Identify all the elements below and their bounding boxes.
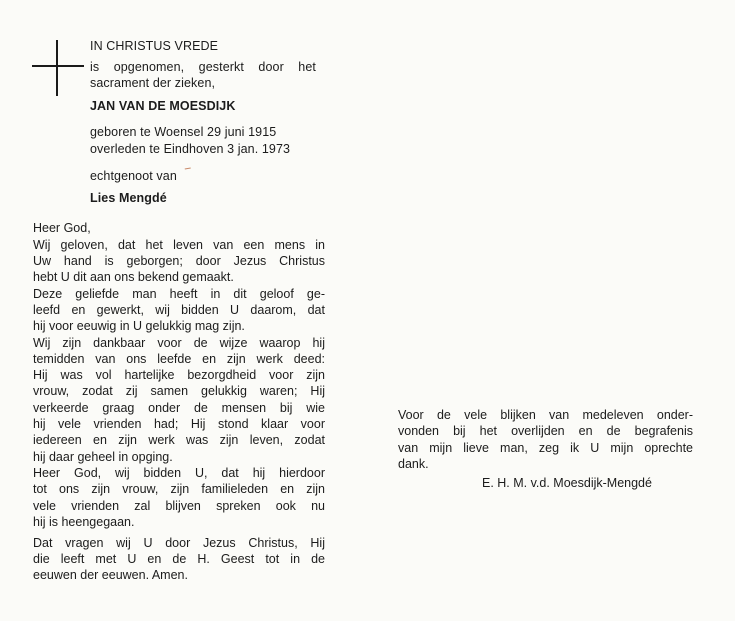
prayer-line: die leeft met U en de H. Geest tot in de [33,552,325,566]
prayer-line: Wij geloven, dat het leven van een mens in [33,238,325,252]
prayer-line: leefd en gewerkt, wij bidden U daarom, dat [33,303,325,317]
prayer-line: Heer God, wij bidden U, dat hij hierdoor [33,466,325,480]
prayer-line: Heer God, [33,221,91,235]
cross-icon-bar [32,65,84,67]
thanks-line: dank. [398,457,429,471]
spouse-name: Lies Mengdé [90,191,167,205]
intro-line-2: sacrament der zieken, [90,76,216,90]
stray-mark [185,168,192,173]
deceased-name: JAN VAN DE MOESDIJK [90,99,236,113]
birth-line: geboren te Woensel 29 juni 1915 [90,125,277,139]
prayer-line: hij daar geheel in opging. [33,450,173,464]
prayer-line: hebt U dit aan ons bekend gemaakt. [33,270,234,284]
prayer-line: hij vele vrienden had; Hij stond klaar voor [33,417,325,431]
prayer-line: verkeerde graag onder de mensen bij wie [33,401,325,415]
prayer-line: eeuwen der eeuwen. Amen. [33,568,188,582]
prayer-line: Wij zijn dankbaar voor de wijze waarop hij [33,336,325,350]
prayer-line: temidden van ons leefde en zijn werk deed: [33,352,325,366]
prayer-line: Hij was vol hartelijke bezorgdheid voor zijn [33,368,325,382]
header-title: IN CHRISTUS VREDE [90,39,219,53]
prayer-line: iedereen en zijn werk was zijn leven, zodat [33,433,325,447]
signature: E. H. M. v.d. Moesdijk-Mengdé [482,476,652,490]
cross-icon [56,40,58,96]
prayer-line: tot ons zijn vrouw, zijn familieleden en zijn [33,482,325,496]
prayer-line: hij voor eeuwig in U gelukkig mag zijn. [33,319,245,333]
thanks-line: van mijn lieve man, zeg ik U mijn oprechte [398,441,693,455]
prayer-line: vele vrienden zal blijven spreken ook nu [33,499,325,513]
thanks-line: vonden bij het overlijden en de begrafenis [398,424,693,438]
prayer-line: Deze geliefde man heeft in dit geloof ge- [33,287,325,301]
intro-line-1: is opgenomen, gesterkt door het [90,60,316,74]
prayer-line: hij is heengegaan. [33,515,135,529]
death-line: overleden te Eindhoven 3 jan. 1973 [90,142,291,156]
spouse-label: echtgenoot van [90,169,177,183]
prayer-line: Uw hand is geborgen; door Jezus Christus [33,254,325,268]
prayer-line: vrouw, zodat zij samen gelukkig waren; Hij [33,384,325,398]
thanks-line: Voor de vele blijken van medeleven onder- [398,408,693,422]
prayer-line: Dat vragen wij U door Jezus Christus, Hij [33,536,325,550]
